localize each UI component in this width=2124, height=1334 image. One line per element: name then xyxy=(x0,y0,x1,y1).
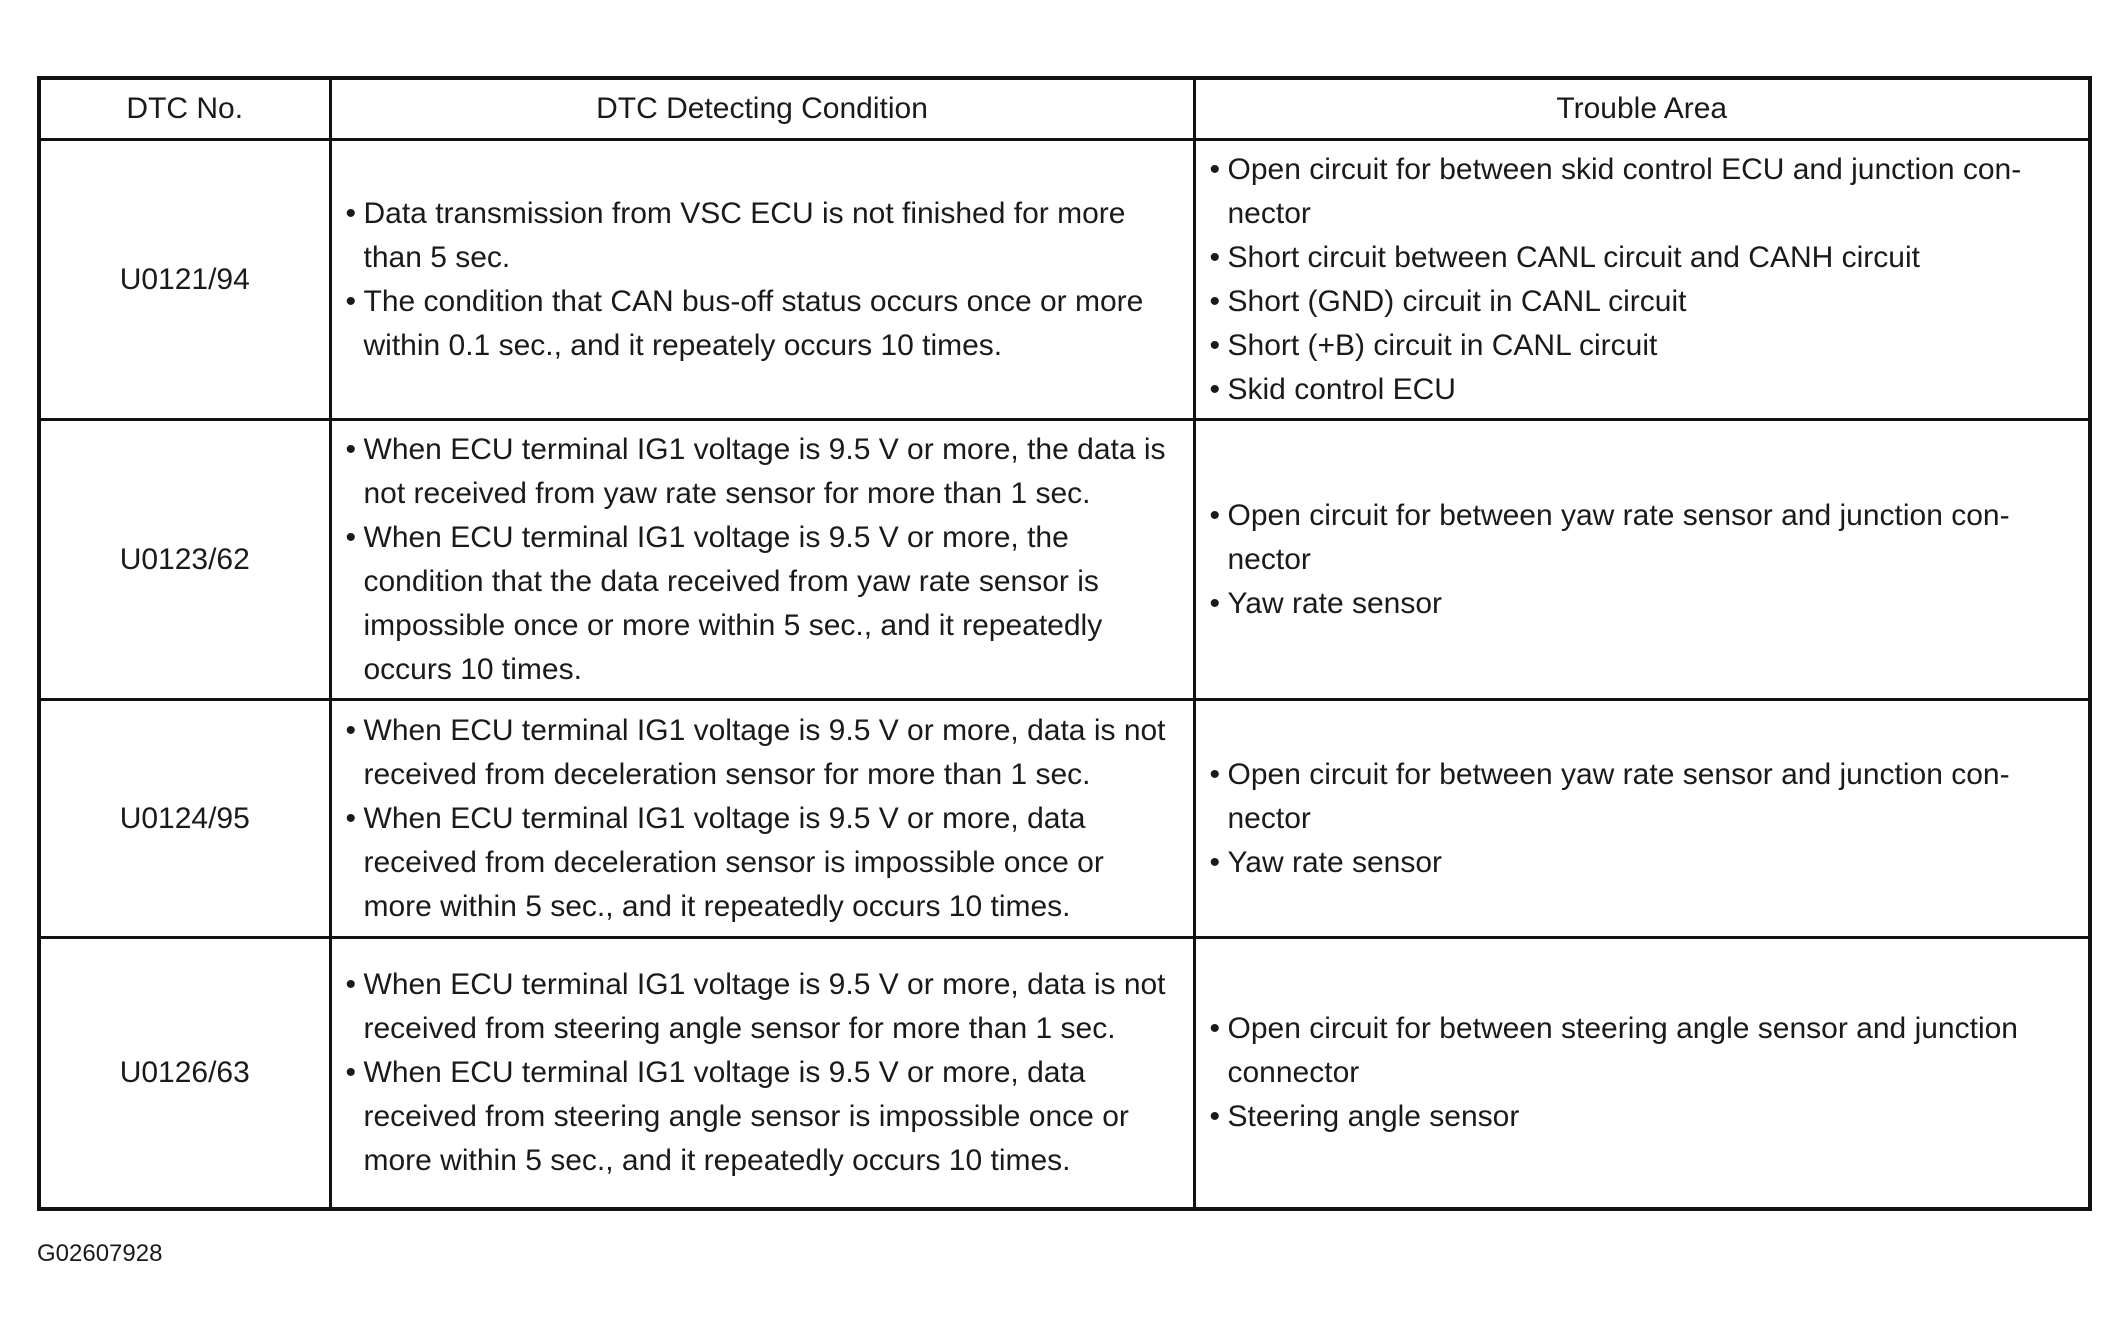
condition-item: • When ECU terminal IG1 voltage is 9.5 V or more, data is not received from deceleration sensor for more than 1 sec. xyxy=(346,709,1179,797)
trouble-area-cell xyxy=(1194,700,2090,938)
header-dtc-no: DTC No. xyxy=(39,78,330,140)
condition-item: • When ECU terminal IG1 voltage is 9.5 V or more, data received from deceleration sensor is impossible once or more within 5 sec., and it repeatedly occurs 10 times. xyxy=(346,797,1179,929)
trouble-area-cell xyxy=(1194,938,2090,1210)
header-trouble-area: Trouble Area xyxy=(1194,78,2090,140)
dtc-table xyxy=(37,76,2092,1211)
condition-item: • The condition that CAN bus-off status occurs once or more within 0.1 sec., and it repeately occurs 10 times. xyxy=(346,280,1179,368)
table-row xyxy=(39,140,2090,420)
trouble-area-list xyxy=(1196,1007,2089,1139)
condition-item: • When ECU terminal IG1 voltage is 9.5 V or more, data is not received from steering angle sensor for more than 1 sec. xyxy=(346,963,1179,1051)
trouble-area-item: • Open circuit for between skid control ECU and junction con- nector xyxy=(1210,148,2075,236)
trouble-area-cell xyxy=(1194,140,2090,420)
condition-item: • Data transmission from VSC ECU is not finished for more than 5 sec. xyxy=(346,192,1179,280)
dtc-code: U0126/63 xyxy=(39,938,330,1210)
detecting-condition-cell xyxy=(330,140,1194,420)
detecting-condition-cell xyxy=(330,938,1194,1210)
trouble-area-item: • Yaw rate sensor xyxy=(1210,582,2075,626)
trouble-area-item: • Short (GND) circuit in CANL circuit xyxy=(1210,280,2075,324)
trouble-area-item: • Yaw rate sensor xyxy=(1210,841,2075,885)
trouble-area-cell xyxy=(1194,420,2090,700)
trouble-area-list xyxy=(1196,494,2089,626)
header-detecting-condition: DTC Detecting Condition xyxy=(330,78,1194,140)
trouble-area-item: • Open circuit for between yaw rate sensor and junction con- nector xyxy=(1210,494,2075,582)
table-header-row xyxy=(39,78,2090,140)
dtc-code: U0124/95 xyxy=(39,700,330,938)
condition-list xyxy=(332,709,1193,929)
trouble-area-item: • Skid control ECU xyxy=(1210,368,2075,412)
trouble-area-item: • Steering angle sensor xyxy=(1210,1095,2075,1139)
trouble-area-item: • Open circuit for between yaw rate sensor and junction con- nector xyxy=(1210,753,2075,841)
trouble-area-item: • Open circuit for between steering angle sensor and junction connector xyxy=(1210,1007,2075,1095)
detecting-condition-cell xyxy=(330,700,1194,938)
condition-item: • When ECU terminal IG1 voltage is 9.5 V or more, the condition that the data received from yaw rate sensor is impossible once or more within 5 sec., and it repeatedly occurs 10 times. xyxy=(346,516,1179,692)
trouble-area-item: • Short circuit between CANL circuit and CANH circuit xyxy=(1210,236,2075,280)
trouble-area-list xyxy=(1196,148,2089,412)
condition-item: • When ECU terminal IG1 voltage is 9.5 V or more, the data is not received from yaw rate sensor for more than 1 sec. xyxy=(346,428,1179,516)
table-row xyxy=(39,938,2090,1210)
figure-code: G02607928 xyxy=(37,1240,163,1267)
condition-item: • When ECU terminal IG1 voltage is 9.5 V or more, data received from steering angle sensor is impossible once or more within 5 sec., and it repeatedly occurs 10 times. xyxy=(346,1051,1179,1183)
table-row xyxy=(39,420,2090,700)
dtc-code: U0121/94 xyxy=(39,140,330,420)
detecting-condition-cell xyxy=(330,420,1194,700)
trouble-area-item: • Short (+B) circuit in CANL circuit xyxy=(1210,324,2075,368)
condition-list xyxy=(332,192,1193,368)
condition-list xyxy=(332,428,1193,692)
condition-list xyxy=(332,963,1193,1183)
dtc-code: U0123/62 xyxy=(39,420,330,700)
trouble-area-list xyxy=(1196,753,2089,885)
table-row xyxy=(39,700,2090,938)
